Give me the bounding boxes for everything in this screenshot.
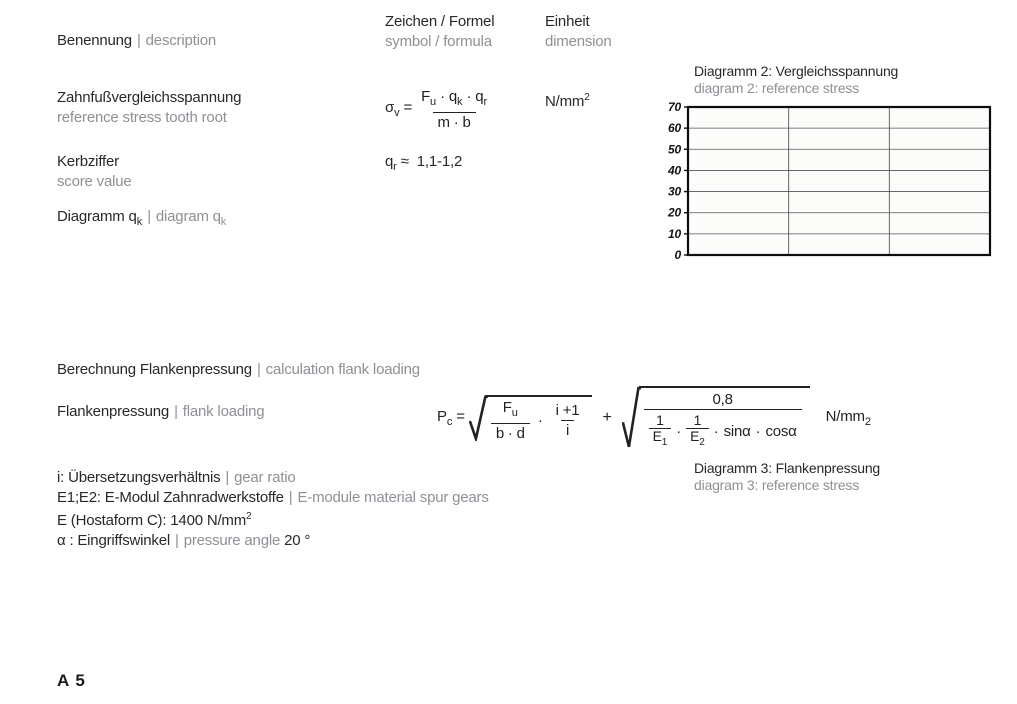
header-einheit: Einheit — [545, 13, 590, 30]
section-flank-heading — [57, 360, 420, 380]
tooth-root-unit: $N/mm^2$ — [545, 92, 590, 110]
row-flank-label — [57, 402, 264, 422]
row-diagram-qk — [57, 207, 226, 232]
sigma-fraction — [416, 88, 492, 131]
header-separator: | — [136, 32, 141, 49]
diagram2-title-en: diagram 2: reference stress — [694, 80, 860, 96]
section-flank-de: Berechnung Flankenpressung — [57, 361, 252, 378]
note-hostaform: E (Hostaform C): 1400 $N/mm^2$ — [57, 511, 252, 529]
pc-big-fraction: 0,8 1 $E_1$ · 1 $E_2$ · sinα · cosα — [644, 391, 802, 450]
header-zeichen-formel: Zeichen / Formel — [385, 13, 495, 30]
header-col-description — [57, 31, 216, 51]
y-tick-label: 60 — [668, 121, 681, 136]
pc-radicand-1 — [486, 395, 593, 441]
y-tick-label: 0 — [674, 248, 681, 262]
diagram-qk-en: diagram $q_k$ — [155, 208, 227, 228]
pc-frac-ratio: $\frac{i +1}{i}$ — [555, 401, 580, 439]
flank-sep: | — [174, 403, 178, 420]
diagram2-title-de: Diagramm 2: Vergleichsspannung — [694, 63, 899, 79]
pc-unit: $N/mm_2$ — [825, 408, 871, 428]
dot-operator: · — [755, 422, 761, 440]
dot-operator: · — [676, 422, 682, 440]
note-e-module: E1;E2: E-Modul Zahnradwerkstoffe | E-module material spur gears — [57, 488, 489, 506]
plus-operator: + — [602, 409, 612, 426]
y-tick-label: 20 — [668, 205, 681, 220]
tooth-root-de: Zahnfußvergleichsspannung — [57, 89, 242, 106]
score-en: score value — [57, 173, 132, 190]
pc-sqrt-2 — [622, 386, 810, 450]
pc-frac-e1: 1 $E_1$ — [649, 413, 672, 450]
row-tooth-root-label — [57, 88, 241, 128]
pc-frac-fu: $\frac{F_u}{b \cdot d}$ — [491, 399, 530, 442]
pc-sqrt-1 — [469, 395, 593, 441]
dot-operator: · — [713, 422, 719, 440]
pc-lhs: $P_c$ = — [437, 408, 465, 428]
note-pressure-angle: α : Eingriffswinkel | pressure angle 20 ° — [57, 531, 311, 549]
section-flank-sep: | — [256, 361, 261, 378]
diagram3-plot — [652, 494, 1017, 694]
header-benennung: Benennung — [57, 32, 132, 49]
diagram2-plot — [652, 96, 1017, 292]
diagram-qk-de: Diagramm $q_k$ — [57, 208, 143, 228]
diagram-qk-sep: | — [147, 208, 151, 225]
header-col-symbol — [385, 12, 494, 52]
flank-de: Flankenpressung — [57, 403, 170, 420]
flank-en: flank loading — [182, 403, 265, 420]
y-tick-label: 10 — [668, 226, 681, 241]
y-tick-label: 50 — [668, 142, 681, 157]
sigma-denominator: m · b — [433, 112, 476, 131]
header-dimension: dimension — [545, 33, 612, 50]
page-number: A 5 — [57, 671, 86, 690]
diagram3-title-de: Diagramm 3: Flankenpressung — [694, 460, 881, 476]
plot-background — [688, 107, 990, 255]
row-score-label — [57, 152, 132, 192]
notes-block — [57, 468, 489, 550]
header-col-dimension — [545, 12, 612, 52]
y-tick-label: 70 — [668, 100, 681, 114]
diagram3-title-en: diagram 3: reference stress — [694, 477, 860, 493]
score-formula: $q_r \approx 1,1-1,2$ — [385, 153, 463, 173]
cos-term: cosα — [765, 422, 797, 440]
pc-radicand-2 — [639, 386, 810, 450]
score-de: Kerbziffer — [57, 153, 119, 170]
sigma-numerator: $F_u \cdot q_k \cdot q_r$ — [421, 87, 488, 108]
header-symbol-formula: symbol / formula — [385, 33, 492, 50]
tooth-root-en: reference stress tooth root — [57, 109, 227, 126]
pc-formula — [437, 378, 871, 458]
dot-operator: · — [537, 411, 543, 429]
pc-frac-e2: 1 $E_2$ — [686, 413, 709, 450]
qk-scale-diagram — [48, 241, 670, 345]
sigma-lhs: $\sigma_v$ = — [385, 99, 413, 119]
sigma-formula — [385, 84, 492, 134]
y-tick-label: 40 — [668, 163, 681, 178]
note-gear-ratio: i: Übersetzungsverhältnis | gear ratio — [57, 469, 296, 486]
y-tick-label: 30 — [668, 184, 681, 199]
pc-big-denominator — [644, 409, 802, 450]
header-description: description — [145, 32, 216, 49]
section-flank-en: calculation flank loading — [265, 361, 420, 378]
sin-term: sinα — [723, 422, 751, 440]
